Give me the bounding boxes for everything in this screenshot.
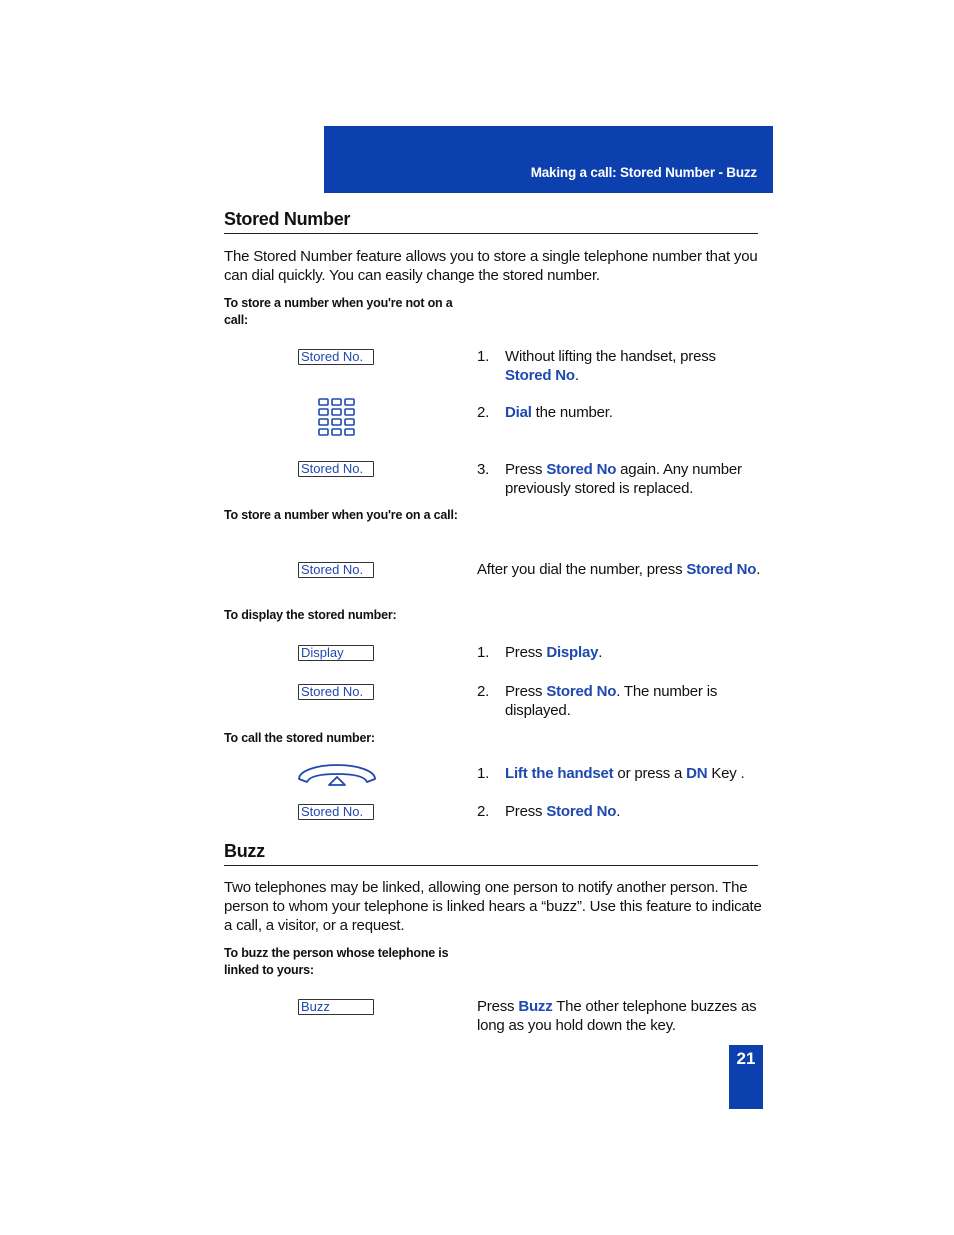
step-text-end: the number.: [531, 404, 613, 421]
buzz-instruction: [477, 997, 762, 1035]
step-display-2: [477, 682, 762, 720]
step-text: Press: [477, 998, 519, 1015]
step-call-2: [477, 802, 762, 821]
step-text-end: The other telephone buzzes as long as you hold down the key.: [477, 998, 757, 1034]
page-number: 21: [729, 1045, 763, 1109]
buzz-intro: Two telephones may be linked, allowing one person to notify another person. The person to whom your telephone is linked hears a “buzz”. Use this feature to indicate a call, a visitor, or a request.: [224, 879, 762, 934]
step-key-name: Buzz: [518, 998, 553, 1015]
step-number: 1.: [477, 348, 490, 365]
stored-no-key[interactable]: Stored No.: [298, 684, 374, 700]
step-number: 3.: [477, 461, 490, 478]
step-number: 2.: [477, 803, 490, 820]
step-text: Press: [505, 461, 547, 478]
dialpad-icon: [317, 397, 357, 437]
step-text: After you dial the number, press: [477, 561, 687, 578]
step-text: Without lifting the handset, press: [505, 348, 716, 365]
buzz-key[interactable]: Buzz: [298, 999, 374, 1015]
step-text-end: again. Any number previously stored is replaced.: [505, 461, 742, 497]
section-title-buzz: Buzz: [224, 841, 758, 866]
step-not-on-call-1: [477, 347, 762, 385]
step-text-end: .: [598, 644, 603, 661]
step-text: Press: [505, 683, 547, 700]
stored-number-intro: The Stored Number feature allows you to store a single telephone number that you can dial quickly. You can easily change the stored number.: [224, 248, 758, 284]
stored-no-key[interactable]: Stored No.: [298, 461, 374, 477]
step-call-1: [477, 764, 762, 783]
display-key[interactable]: Display: [298, 645, 374, 661]
step-not-on-call-2: [477, 403, 762, 422]
step-not-on-call-3: [477, 460, 762, 498]
handset-icon: [296, 762, 378, 788]
subheading-not-on-call: To store a number when you're not on a call:: [224, 296, 453, 327]
step-key-name: Stored No: [546, 683, 617, 700]
step-number: 1.: [477, 765, 490, 782]
stored-no-key[interactable]: Stored No.: [298, 804, 374, 820]
step-text: Press: [505, 803, 547, 820]
step-key-name-dn: DN: [686, 765, 708, 782]
subheading-buzz: To buzz the person whose telephone is linked to yours:: [224, 946, 449, 977]
step-key-name: Dial: [505, 404, 532, 421]
step-text: Press: [505, 644, 547, 661]
step-text-middle: or press a: [613, 765, 687, 782]
step-key-name: Stored No: [546, 803, 617, 820]
step-display-1: [477, 643, 762, 662]
subheading-display: To display the stored number:: [224, 608, 397, 622]
step-number: 1.: [477, 644, 490, 661]
step-key-name: Display: [546, 644, 599, 661]
subheading-on-call: To store a number when you're on a call:: [224, 508, 458, 522]
step-text-end: .: [574, 367, 579, 384]
step-text-end: Key .: [707, 765, 745, 782]
stored-no-key[interactable]: Stored No.: [298, 562, 374, 578]
header-bar: [324, 126, 773, 193]
step-key-name: Stored No: [686, 561, 757, 578]
step-text-end: .: [756, 561, 761, 578]
step-key-name: Stored No: [546, 461, 617, 478]
step-text-end: . The number is displayed.: [505, 683, 718, 719]
step-key-name: Lift the handset: [505, 765, 614, 782]
step-number: 2.: [477, 683, 490, 700]
step-number: 2.: [477, 404, 490, 421]
on-call-instruction: [477, 560, 762, 579]
subheading-call: To call the stored number:: [224, 731, 375, 745]
stored-no-key[interactable]: Stored No.: [298, 349, 374, 365]
header-title: Making a call: Stored Number - Buzz: [530, 165, 757, 180]
section-title-stored-number: Stored Number: [224, 209, 758, 234]
step-text-end: .: [616, 803, 621, 820]
step-key-name: Stored No: [505, 367, 575, 384]
